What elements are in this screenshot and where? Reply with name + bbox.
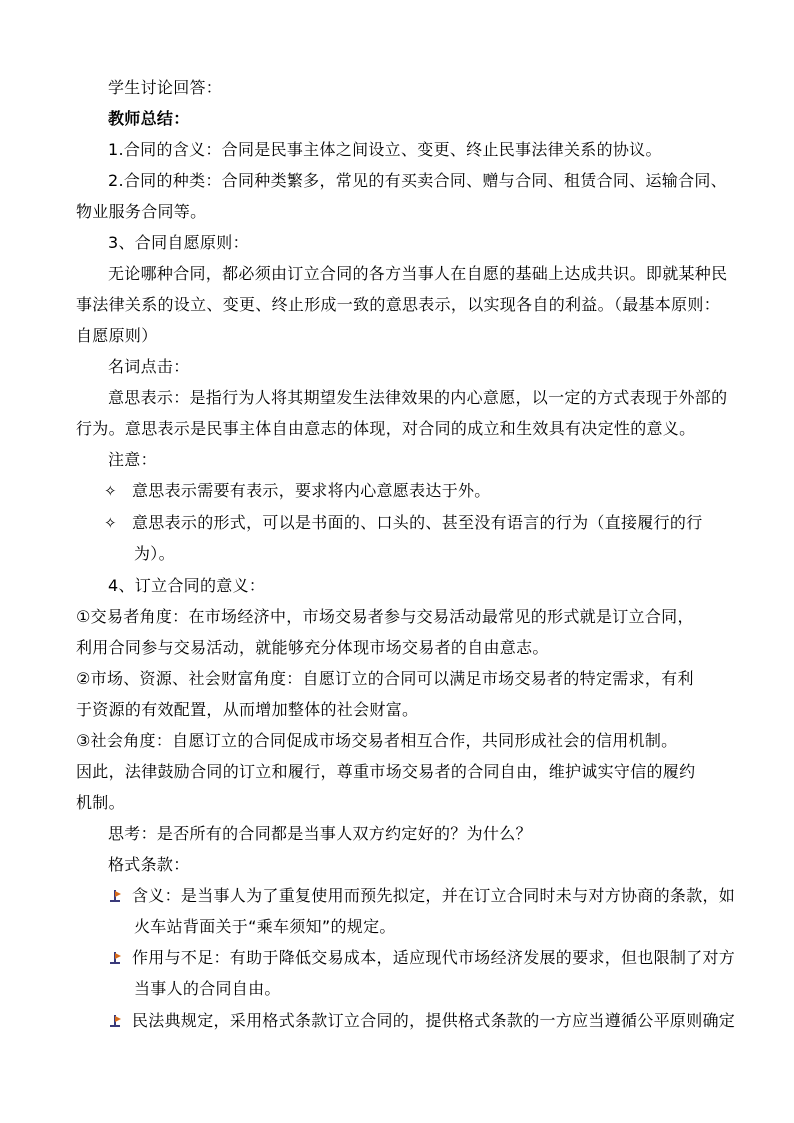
diamond-bullet-icon: ✧	[104, 482, 117, 500]
text-line: 注意：	[108, 450, 157, 469]
bullet-text: 民法典规定，采用格式条款订立合同的，提供格式条款的一方应当遵循公平原则确定	[132, 1011, 736, 1030]
text-line: 机制。	[76, 793, 125, 812]
section-heading: 4、订立合同的意义：	[108, 576, 266, 595]
text-line: 无论哪种合同，都必须由订立合同的各方当事人在自愿的基础上达成共识。即就某种民	[108, 264, 728, 283]
text-line: 2.合同的种类：合同种类繁多，常见的有买卖合同、赠与合同、租赁合同、运输合同、	[108, 171, 727, 190]
bullet-text-continued: 当事人的合同自由。	[134, 979, 281, 998]
text-line: 1.合同的含义：合同是民事主体之间设立、变更、终止民事法律关系的协议。	[108, 140, 662, 159]
bullet-text-continued: 为）。	[134, 544, 175, 563]
bullet-text: 意思表示需要有表示，要求将内心意愿表达于外。	[132, 481, 491, 500]
bullet-text: 意思表示的形式，可以是书面的、口头的、甚至没有语言的行为（直接履行的行	[132, 513, 703, 532]
flag-bullet-icon	[108, 889, 122, 903]
text-line: ③社会角度：自愿订立的合同促成市场交易者相互合作，共同形成社会的信用机制。	[76, 731, 678, 750]
flag-bullet-icon	[108, 1014, 122, 1028]
heading-teacher-summary: 教师总结：	[108, 109, 190, 128]
text-line: 自愿原则）	[76, 326, 158, 345]
text-line: 于资源的有效配置，从而增加整体的社会财富。	[76, 700, 419, 719]
bullet-text-continued: 火车站背面关于“乘车须知”的规定。	[134, 917, 396, 936]
bullet-text: 作用与不足：有助于降低交易成本，适应现代市场经济发展的要求，但也限制了对方	[132, 948, 736, 967]
flag-bullet-icon	[108, 951, 122, 965]
section-heading: 3、合同自愿原则：	[108, 233, 249, 252]
text-line: ②市场、资源、社会财富角度：自愿订立的合同可以满足市场交易者的特定需求，有利	[76, 669, 694, 688]
text-line: 学生讨论回答：	[108, 78, 223, 97]
text-line: 意思表示：是指行为人将其期望发生法律效果的内心意愿，以一定的方式表现于外部的	[108, 388, 728, 407]
text-line: 事法律关系的设立、变更、终止形成一致的意思表示，以实现各自的利益。（最基本原则：	[76, 295, 721, 314]
text-line: 思考：是否所有的合同都是当事人双方约定好的？为什么？	[108, 824, 532, 843]
text-line: 因此，法律鼓励合同的订立和履行，尊重市场交易者的合同自由，维护诚实守信的履约	[76, 762, 696, 781]
text-line: 行为。意思表示是民事主体自由意志的体现，对合同的成立和生效具有决定性的意义。	[76, 419, 696, 438]
diamond-bullet-icon: ✧	[104, 514, 117, 532]
text-line: 格式条款：	[108, 855, 190, 874]
text-line: 利用合同参与交易活动，就能够充分体现市场交易者的自由意志。	[76, 638, 549, 657]
text-line: 物业服务合同等。	[76, 202, 207, 221]
text-line: 名词点击：	[108, 357, 190, 376]
text-line: ①交易者角度：在市场经济中，市场交易者参与交易活动最常见的形式就是订立合同，	[76, 607, 694, 626]
bullet-text: 含义：是当事人为了重复使用而预先拟定，并在订立合同时未与对方协商的条款，如	[132, 886, 736, 905]
